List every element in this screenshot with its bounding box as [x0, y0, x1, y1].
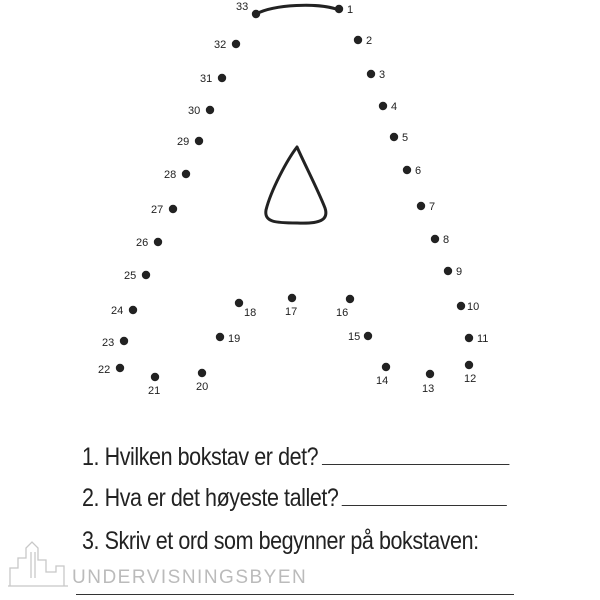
dot-label-2: 2: [366, 35, 373, 47]
answer-blank-2[interactable]: [342, 483, 507, 506]
dot-label-12: 12: [464, 373, 477, 385]
dot-label-30: 30: [188, 105, 201, 117]
dot-label-1: 1: [347, 4, 354, 16]
dot-24: [129, 306, 137, 314]
question-3-text: 3. Skriv et ord som begynner på bokstaven:: [82, 527, 479, 555]
dot-29: [195, 137, 203, 145]
dot-17: [288, 294, 296, 302]
dot-9: [444, 267, 452, 275]
dot-label-9: 9: [456, 266, 463, 278]
dot-27: [169, 205, 177, 213]
question-2-text: 2. Hva er det høyeste tallet?: [82, 484, 339, 512]
dot-5: [390, 133, 398, 141]
dot-1: [335, 5, 343, 13]
dot-3: [367, 70, 375, 78]
dot-label-31: 31: [200, 73, 213, 85]
dot-32: [232, 40, 240, 48]
dot-label-18: 18: [244, 307, 257, 319]
dot-21: [151, 373, 159, 381]
dot-16: [346, 295, 354, 303]
dot-15: [364, 332, 372, 340]
question-2: [82, 483, 507, 513]
dot-label-28: 28: [164, 169, 177, 181]
dot-18: [235, 299, 243, 307]
dot-label-22: 22: [98, 364, 111, 376]
dot-12: [465, 361, 473, 369]
dot-11: [465, 334, 473, 342]
dot-4: [379, 102, 387, 110]
dot-label-15: 15: [348, 331, 361, 343]
dot-label-16: 16: [336, 307, 349, 319]
dot-28: [182, 170, 190, 178]
dot-label-29: 29: [177, 136, 190, 148]
dot-8: [431, 235, 439, 243]
dot-label-3: 3: [379, 69, 386, 81]
dot-23: [120, 337, 128, 345]
dot-label-24: 24: [111, 305, 124, 317]
dot-33: [252, 10, 260, 18]
dot-label-33: 33: [236, 1, 249, 13]
dot-label-23: 23: [102, 337, 115, 349]
dot-label-10: 10: [467, 301, 480, 313]
dot-13: [426, 370, 434, 378]
dot-label-27: 27: [151, 204, 164, 216]
dot-6: [403, 166, 411, 174]
answer-blank-3[interactable]: [76, 594, 514, 595]
dot-22: [116, 364, 124, 372]
dot-label-32: 32: [214, 39, 227, 51]
dot-19: [216, 333, 224, 341]
dot-25: [142, 271, 150, 279]
dot-label-5: 5: [402, 132, 409, 144]
question-1-text: 1. Hvilken bokstav er det?: [82, 443, 319, 471]
dot-30: [206, 106, 214, 114]
dot-label-8: 8: [443, 234, 450, 246]
dots-group: [98, 1, 488, 397]
connector-line-33-1: [256, 5, 336, 14]
inner-triangle: [266, 147, 326, 223]
dot-10: [457, 302, 465, 310]
dot-31: [218, 74, 226, 82]
dot-label-21: 21: [148, 385, 161, 397]
dot-label-4: 4: [391, 101, 398, 113]
dot-label-13: 13: [422, 383, 435, 395]
dot-14: [382, 363, 390, 371]
dot-20: [198, 369, 206, 377]
dot-label-25: 25: [124, 270, 137, 282]
answer-blank-1[interactable]: [322, 442, 509, 465]
dot-label-6: 6: [415, 165, 422, 177]
dot-label-26: 26: [136, 237, 149, 249]
dot-7: [417, 202, 425, 210]
question-1: [82, 442, 509, 472]
brand-name: UNDERVISNINGSBYEN: [72, 567, 308, 588]
dot-2: [354, 36, 362, 44]
dot-label-20: 20: [196, 381, 209, 393]
dot-label-19: 19: [228, 333, 241, 345]
dot-label-14: 14: [376, 375, 389, 387]
dot-label-7: 7: [429, 201, 436, 213]
dot-label-17: 17: [285, 306, 298, 318]
dot-label-11: 11: [477, 333, 489, 345]
dot-26: [154, 238, 162, 246]
